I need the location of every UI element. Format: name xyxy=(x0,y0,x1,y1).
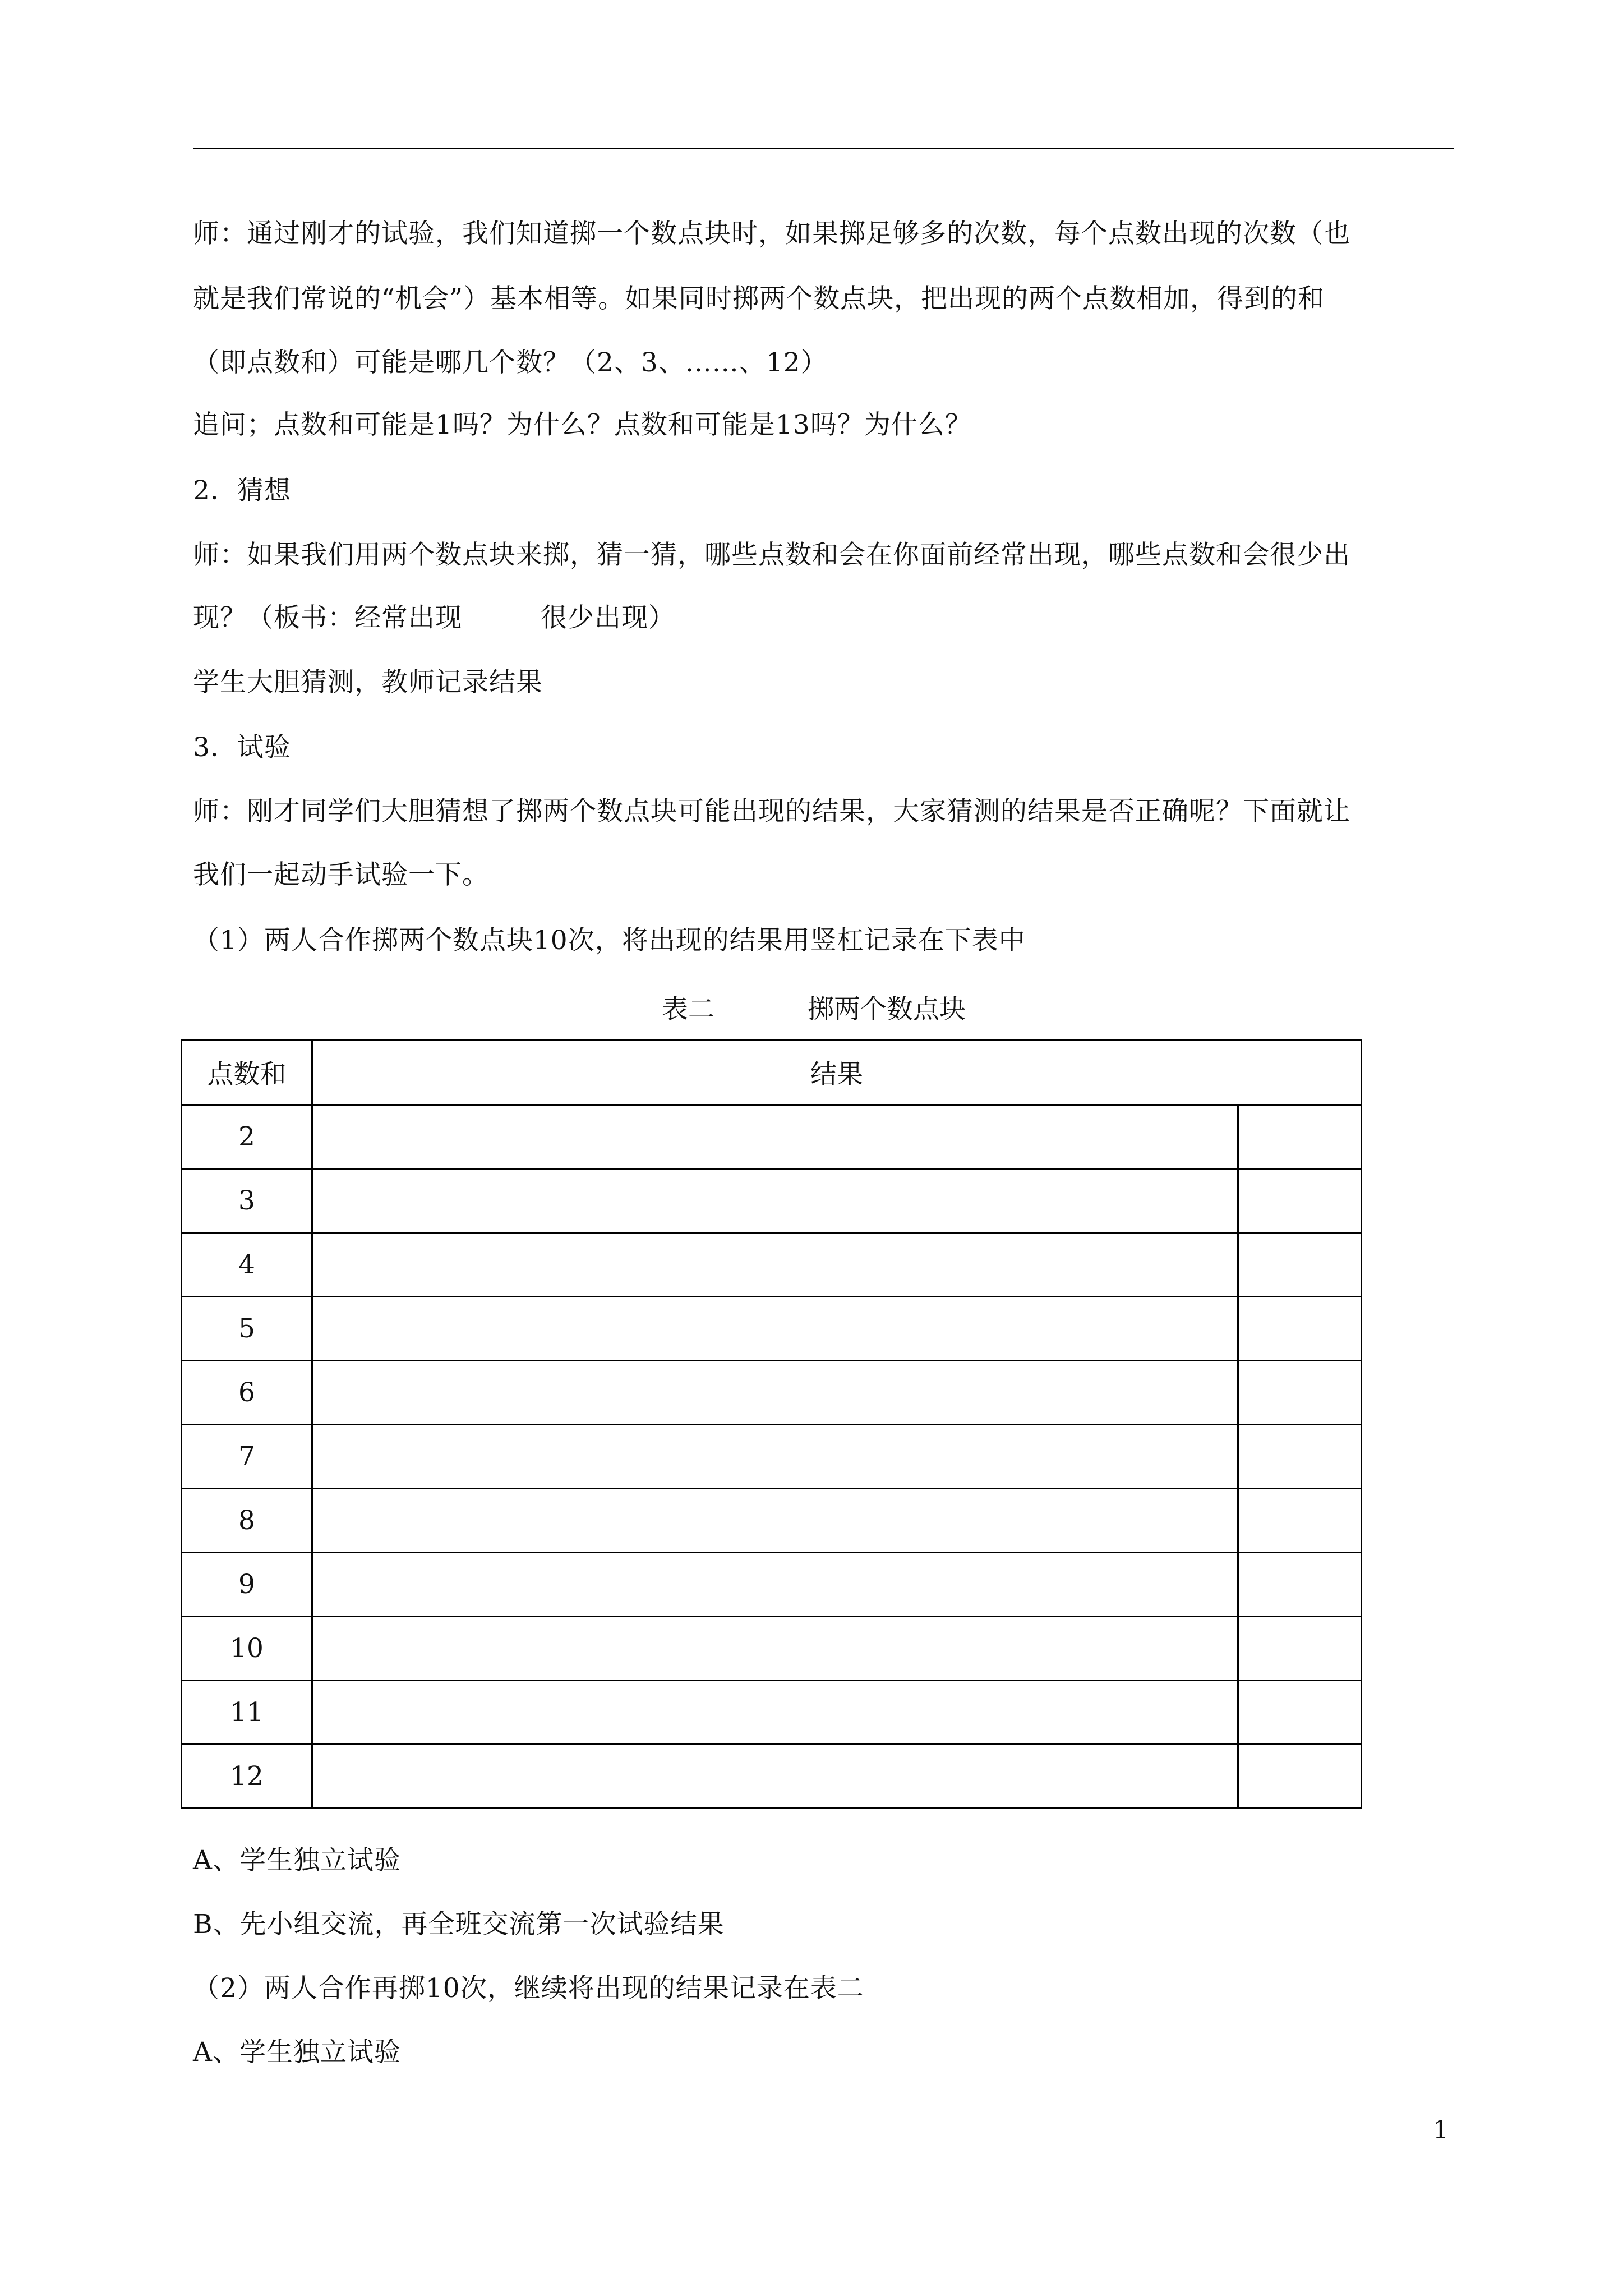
paragraph: 我们一起动手试验一下。 xyxy=(193,859,489,890)
cell-result xyxy=(312,1361,1238,1425)
paragraph: A、学生独立试验 xyxy=(193,2037,401,2068)
cell-dice-sum: 5 xyxy=(182,1297,312,1361)
paragraph: 就是我们常说的“机会”）基本相等。如果同时掷两个数点块，把出现的两个点数相加，得到的和 xyxy=(193,283,1325,314)
dice-results-table xyxy=(181,1039,1362,1809)
cell-dice-sum: 7 xyxy=(182,1425,312,1489)
cell-dice-sum: 6 xyxy=(182,1361,312,1425)
cell-tally xyxy=(1238,1233,1362,1297)
cell-tally xyxy=(1238,1105,1362,1169)
cell-tally xyxy=(1238,1745,1362,1809)
paragraph: 学生大胆猜测，教师记录结果 xyxy=(193,667,543,698)
cell-dice-sum: 4 xyxy=(182,1233,312,1297)
page-number: 1 xyxy=(1433,2116,1449,2145)
table-row xyxy=(182,1745,1362,1809)
table-row xyxy=(182,1553,1362,1617)
table-caption xyxy=(0,993,1623,1027)
paragraph: B、先小组交流，再全班交流第一次试验结果 xyxy=(193,1909,725,1940)
cell-result xyxy=(312,1297,1238,1361)
paragraph: A、学生独立试验 xyxy=(193,1845,401,1876)
table-row xyxy=(182,1425,1362,1489)
cell-tally xyxy=(1238,1681,1362,1745)
header-dice-sum: 点数和 xyxy=(182,1040,312,1105)
table-row xyxy=(182,1297,1362,1361)
table-row xyxy=(182,1105,1362,1169)
cell-tally xyxy=(1238,1425,1362,1489)
board-text-rare: 很少出现） xyxy=(541,602,675,633)
cell-tally xyxy=(1238,1297,1362,1361)
paragraph: 追问；点数和可能是1吗？为什么？点数和可能是13吗？为什么？ xyxy=(193,409,972,440)
paragraph: （1）两人合作掷两个数点块10次，将出现的结果用竖杠记录在下表中 xyxy=(193,925,1026,956)
cell-tally xyxy=(1238,1361,1362,1425)
cell-dice-sum: 11 xyxy=(182,1681,312,1745)
cell-result xyxy=(312,1233,1238,1297)
cell-result xyxy=(312,1681,1238,1745)
table-row xyxy=(182,1489,1362,1553)
table-row xyxy=(182,1169,1362,1233)
cell-dice-sum: 8 xyxy=(182,1489,312,1553)
board-text-frequent: 现？（板书：经常出现 xyxy=(193,602,462,633)
cell-dice-sum: 10 xyxy=(182,1617,312,1681)
section-heading-guess: 2．猜想 xyxy=(193,475,291,506)
paragraph xyxy=(193,601,675,635)
cell-result xyxy=(312,1553,1238,1617)
table-row xyxy=(182,1617,1362,1681)
table-row xyxy=(182,1361,1362,1425)
cell-dice-sum: 3 xyxy=(182,1169,312,1233)
cell-tally xyxy=(1238,1169,1362,1233)
cell-result xyxy=(312,1617,1238,1681)
cell-result xyxy=(312,1105,1238,1169)
paragraph: （2）两人合作再掷10次，继续将出现的结果记录在表二 xyxy=(193,1973,864,2004)
paragraph: （即点数和）可能是哪几个数？（2、3、……、12） xyxy=(193,347,828,378)
cell-tally xyxy=(1238,1617,1362,1681)
cell-dice-sum: 9 xyxy=(182,1553,312,1617)
cell-result xyxy=(312,1169,1238,1233)
header-result: 结果 xyxy=(312,1040,1362,1105)
cell-result xyxy=(312,1489,1238,1553)
cell-tally xyxy=(1238,1553,1362,1617)
table-row xyxy=(182,1233,1362,1297)
paragraph: 师：刚才同学们大胆猜想了掷两个数点块可能出现的结果，大家猜测的结果是否正确呢？下面就让 xyxy=(193,796,1350,827)
cell-tally xyxy=(1238,1489,1362,1553)
cell-dice-sum: 12 xyxy=(182,1745,312,1809)
cell-result xyxy=(312,1425,1238,1489)
header-rule xyxy=(193,148,1454,149)
table-row xyxy=(182,1681,1362,1745)
paragraph: 师：通过刚才的试验，我们知道掷一个数点块时，如果掷足够多的次数，每个点数出现的次数（也 xyxy=(193,218,1350,249)
cell-dice-sum: 2 xyxy=(182,1105,312,1169)
table-caption-title: 掷两个数点块 xyxy=(808,994,966,1025)
section-heading-experiment: 3．试验 xyxy=(193,732,291,763)
table-caption-label: 表二 xyxy=(662,994,714,1025)
cell-result xyxy=(312,1745,1238,1809)
paragraph: 师：如果我们用两个数点块来掷，猜一猜，哪些点数和会在你面前经常出现，哪些点数和会很少出 xyxy=(193,540,1350,570)
table-header-row xyxy=(182,1040,1362,1105)
